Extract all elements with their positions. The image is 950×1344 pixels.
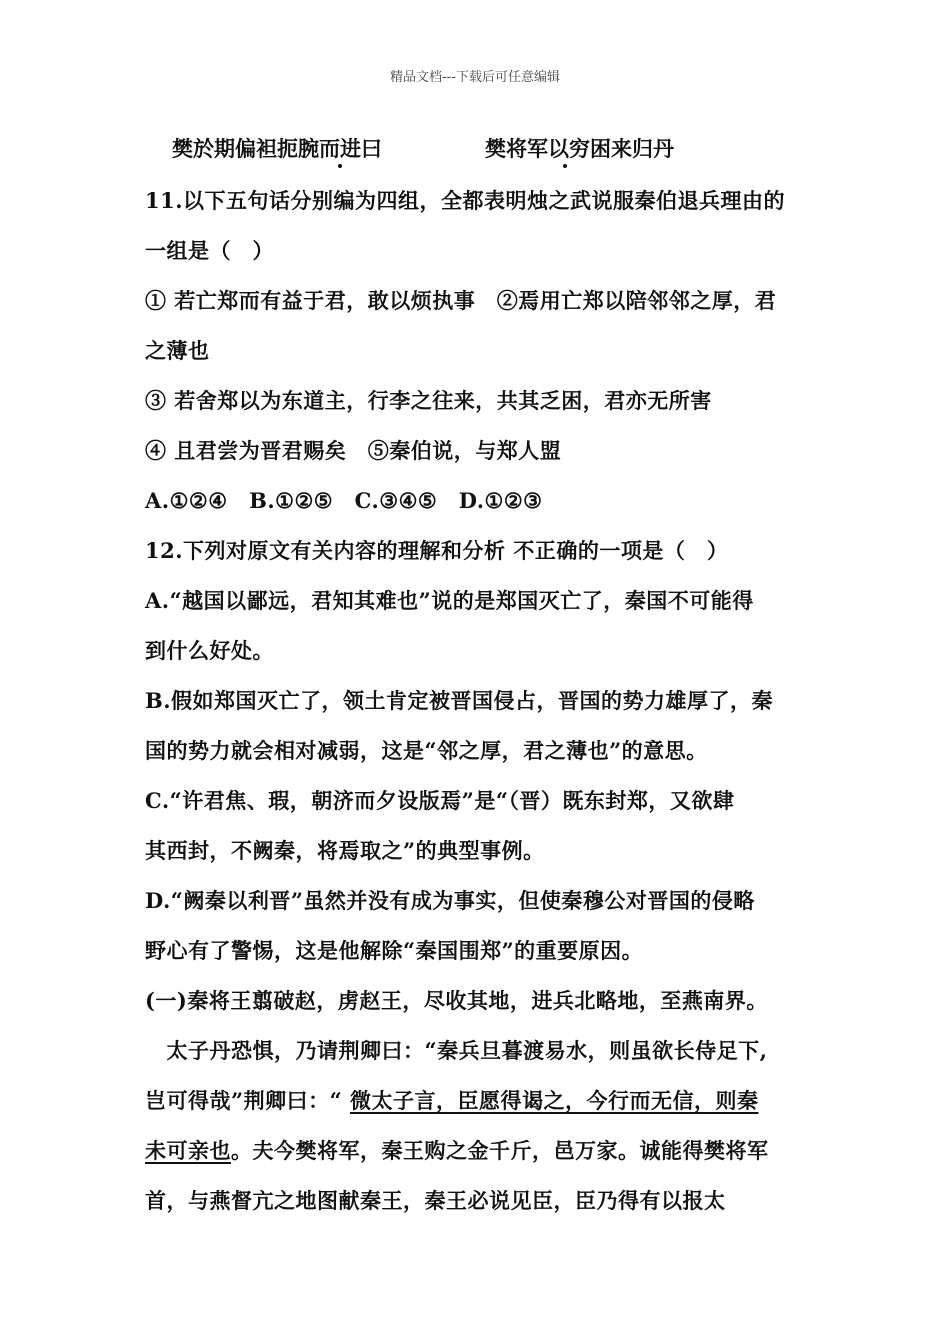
choice-b-line-1: B.假如郑国灭亡了，领土肯定被晋国侵占，晋国的势力雄厚了，秦 [145,688,774,713]
top-line-left: 樊於期偏袒扼腕而进曰 [172,136,382,161]
choice-c-line-2: 其西封，不阙秦，将焉取之”的典型事例。 [145,838,545,863]
question-12: 12.下列对原文有关内容的理解和分析 不正确的一项是（ ） [145,538,729,563]
option-line-3: ③ 若舍郑以为东道主，行李之往来，共其乏困，君亦无所害 [145,388,712,413]
choice-d-line-1: D.“阙秦以利晋”虽然并没有成为事实，但使秦穆公对晋国的侵略 [145,888,755,913]
question-11-line-2: 一组是（ ） [145,238,274,263]
choice-a-line-1: A.“越国以鄙远，君知其难也”说的是郑国灭亡了，秦国不可能得 [145,588,754,613]
passage-line-2: 太子丹恐惧，乃请荆卿曰：“秦兵旦暮渡易水，则虽欲长侍足下, [145,1038,768,1063]
choice-d-line-2: 野心有了警惕，这是他解除“秦国围郑”的重要原因。 [145,938,644,963]
choice-a-line-2: 到什么好处。 [145,638,274,663]
emphasis-dot [338,164,342,168]
passage-line-3 [145,1085,758,1115]
passage-line-1: (一)秦将王翦破赵，虏赵王，尽收其地，进兵北略地，至燕南界。 [145,988,768,1013]
option-line-4: ④ 且君尝为晋君赐矣 ⑤秦伯说，与郑人盟 [145,438,562,463]
passage-line-3-prefix: 岂可得哉”荆卿曰：“ [145,1088,350,1113]
option-line-2: 之薄也 [145,338,210,363]
option-line-1: ① 若亡郑而有益于君，敢以烦执事 ②焉用亡郑以陪邻邻之厚，君 [145,288,777,313]
choice-c-line-1: C.“许君焦、瑕，朝济而夕设版焉”是“（晋）既东封郑，又欲肆 [145,788,735,813]
emphasis-dot [563,164,567,168]
passage-line-5: 首，与燕督亢之地图献秦王，秦王必说见臣，臣乃得有以报太 [145,1188,726,1213]
page-header: 精品文档---下载后可任意编辑 [389,70,561,85]
choice-b-line-2: 国的势力就会相对减弱，这是“邻之厚，君之薄也”的意思。 [145,738,708,763]
passage-line-4-suffix: 。夫今樊将军，秦王购之金千斤，邑万家。诚能得樊将军 [231,1138,769,1163]
passage-line-4 [145,1135,769,1165]
question-11-line-1: 11.以下五句话分别编为四组，全都表明烛之武说服秦伯退兵理由的 [145,188,786,213]
underlined-sentence-part-2: 未可亲也 [145,1138,231,1163]
answer-choices-11: A.①②④ B.①②⑤ C.③④⑤ D.①②③ [145,488,543,513]
top-line-right: 樊将军以穷困来归丹 [485,136,674,161]
underlined-sentence-part-1: 微太子言，臣愿得谒之，今行而无信，则秦 [349,1088,759,1113]
